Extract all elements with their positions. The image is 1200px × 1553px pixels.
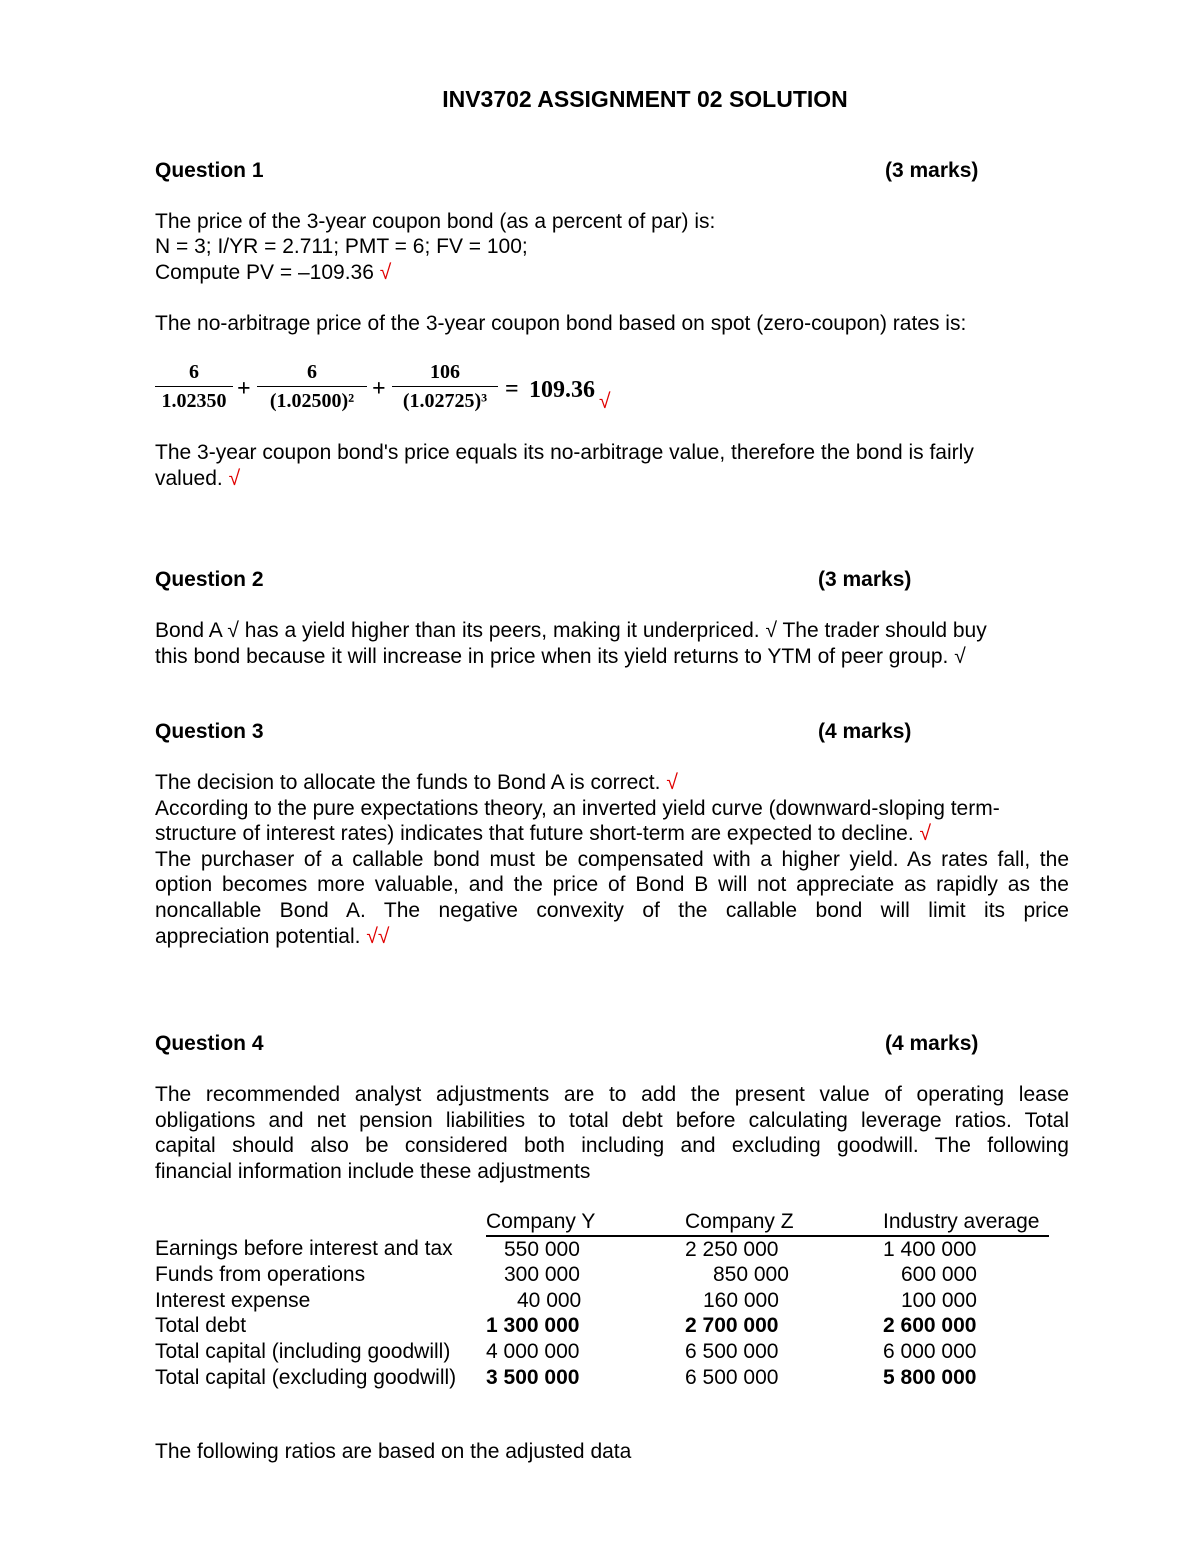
q1-text-line-3	[155, 260, 391, 286]
company-y-value: 40 000	[517, 1288, 582, 1312]
table-row	[155, 1313, 1049, 1339]
q3-line-1: The decision to allocate the funds to Bond A is correct. √	[155, 771, 678, 794]
formula-term-2	[257, 360, 367, 413]
company-z-value: 850 000	[713, 1263, 789, 1287]
q1-text-line-1: The price of the 3-year coupon bond (as a percent of par) is:	[155, 210, 716, 233]
column-header-company-z: Company Z	[685, 1209, 883, 1236]
check-mark-icon: √	[954, 645, 966, 668]
industry-average-value: 100 000	[901, 1288, 977, 1312]
q3-line-6: noncallable Bond A. The negative convexity of the callable bond will limit its price	[155, 898, 1069, 922]
q2-text-line-2	[155, 644, 966, 670]
term-1-numerator: 6	[155, 360, 233, 387]
q3-answer-paragraph	[155, 770, 1069, 949]
company-z-value: 160 000	[703, 1288, 779, 1312]
check-mark-icon: √	[227, 619, 239, 642]
check-mark-icon: √	[919, 822, 932, 846]
question-2-heading: Question 2	[155, 568, 264, 591]
table-row	[155, 1365, 1049, 1391]
table-row	[155, 1236, 1049, 1263]
formula-result: 109.36	[529, 377, 595, 403]
company-z-value: 2 700 000	[685, 1314, 779, 1338]
company-y-value: 3 500 000	[486, 1365, 580, 1389]
question-1-heading: Question 1	[155, 159, 264, 182]
industry-average-value: 2 600 000	[883, 1314, 977, 1338]
term-1-denominator: 1.02350	[161, 390, 227, 412]
row-label: Funds from operations	[155, 1263, 366, 1287]
q2-text-part-b: has a yield higher than its peers, making it underpriced.	[244, 619, 760, 642]
industry-average-value: 6 000 000	[883, 1339, 977, 1363]
row-label: Total capital (including goodwill)	[155, 1339, 451, 1363]
company-y-value: 550 000	[504, 1237, 580, 1261]
column-header-industry-average: Industry average	[883, 1209, 1049, 1236]
q2-text-line-1	[155, 618, 987, 644]
q1-text-line-2: N = 3; I/YR = 2.711; PMT = 6; FV = 100;	[155, 235, 528, 258]
q1-conclusion-line-2	[155, 466, 240, 492]
company-y-value: 300 000	[504, 1263, 580, 1287]
q4-line-3: capital should also be considered both including and excluding goodwill. The following	[155, 1134, 1069, 1158]
q1-pv-text: Compute PV = –109.36	[155, 261, 374, 284]
industry-average-value: 600 000	[901, 1263, 977, 1287]
question-4-heading: Question 4	[155, 1032, 264, 1055]
q2-text-part-c: The trader should buy	[782, 619, 987, 642]
industry-average-value: 1 400 000	[883, 1237, 977, 1261]
q3-line-2: According to the pure expectations theory, an inverted yield curve (downward-sloping term-	[155, 796, 1000, 820]
term-2-numerator: 6	[257, 360, 367, 387]
plus-sign: +	[372, 376, 386, 402]
plus-sign: +	[237, 376, 251, 402]
industry-average-value: 5 800 000	[883, 1365, 977, 1389]
check-mark-icon: √	[599, 390, 611, 413]
q3-line-3: structure of interest rates) indicates that future short-term are expected to decline. √	[155, 822, 932, 846]
row-label: Total capital (excluding goodwill)	[155, 1365, 457, 1389]
q4-footer-text: The following ratios are based on the adjusted data	[155, 1440, 632, 1463]
check-mark-icon: √	[379, 261, 392, 284]
question-4-marks: (4 marks)	[885, 1032, 979, 1055]
q2-text-part-a: Bond A	[155, 619, 222, 642]
q3-line-4: The purchaser of a callable bond must be compensated with a higher yield. As rates fall, the	[155, 847, 1069, 871]
company-z-value: 6 500 000	[685, 1365, 779, 1389]
equals-sign: =	[505, 376, 519, 402]
table-row	[155, 1288, 1049, 1314]
financial-data-table	[155, 1209, 1049, 1390]
term-3-numerator: 106	[392, 360, 498, 387]
q4-line-1: The recommended analyst adjustments are to add the present value of operating lease	[155, 1083, 1069, 1106]
table-row	[155, 1339, 1049, 1365]
table-row	[155, 1262, 1049, 1288]
column-header-company-y: Company Y	[486, 1209, 685, 1236]
term-2-denominator: (1.02500)²	[269, 390, 355, 412]
q4-answer-paragraph	[155, 1082, 1069, 1184]
table-header-row	[155, 1209, 1049, 1236]
q1-conclusion-line-1: The 3-year coupon bond's price equals its no-arbitrage value, therefore the bond is fairly	[155, 441, 974, 464]
company-z-value: 6 500 000	[685, 1339, 779, 1363]
check-mark-icon: √	[765, 619, 777, 642]
row-label: Interest expense	[155, 1288, 311, 1312]
row-label: Earnings before interest and tax	[155, 1237, 453, 1261]
question-3-marks: (4 marks)	[818, 720, 912, 743]
formula-term-3	[392, 360, 498, 413]
table-header-blank	[155, 1209, 486, 1236]
check-mark-icon: √	[666, 771, 678, 794]
company-z-value: 2 250 000	[685, 1237, 779, 1261]
q3-line-5: option becomes more valuable, and the price of Bond B will not appreciate as rapidly as the	[155, 873, 1069, 897]
check-mark-icon: √	[228, 467, 241, 490]
document-title: INV3702 ASSIGNMENT 02 SOLUTION	[442, 86, 848, 112]
double-check-mark-icon: √√	[366, 924, 390, 948]
company-y-value: 4 000 000	[486, 1339, 580, 1363]
question-2-marks: (3 marks)	[818, 568, 912, 591]
term-3-denominator: (1.02725)³	[402, 390, 488, 412]
q1-conclusion-text: valued.	[155, 467, 223, 490]
question-1-marks: (3 marks)	[885, 159, 979, 182]
q3-line-7: appreciation potential. √√	[155, 924, 390, 948]
q2-text-line-2-text: this bond because it will increase in price when its yield returns to YTM of peer group.	[155, 645, 949, 668]
q4-line-2: obligations and net pension liabilities to total debt before calculating leverage ratios. Total	[155, 1108, 1069, 1132]
company-y-value: 1 300 000	[486, 1314, 580, 1338]
q4-line-4: financial information include these adjustments	[155, 1159, 591, 1183]
q1-text-line-4: The no-arbitrage price of the 3-year coupon bond based on spot (zero-coupon) rates is:	[155, 312, 967, 335]
row-label: Total debt	[155, 1314, 247, 1338]
question-3-heading: Question 3	[155, 720, 264, 743]
formula-term-1	[155, 360, 233, 413]
